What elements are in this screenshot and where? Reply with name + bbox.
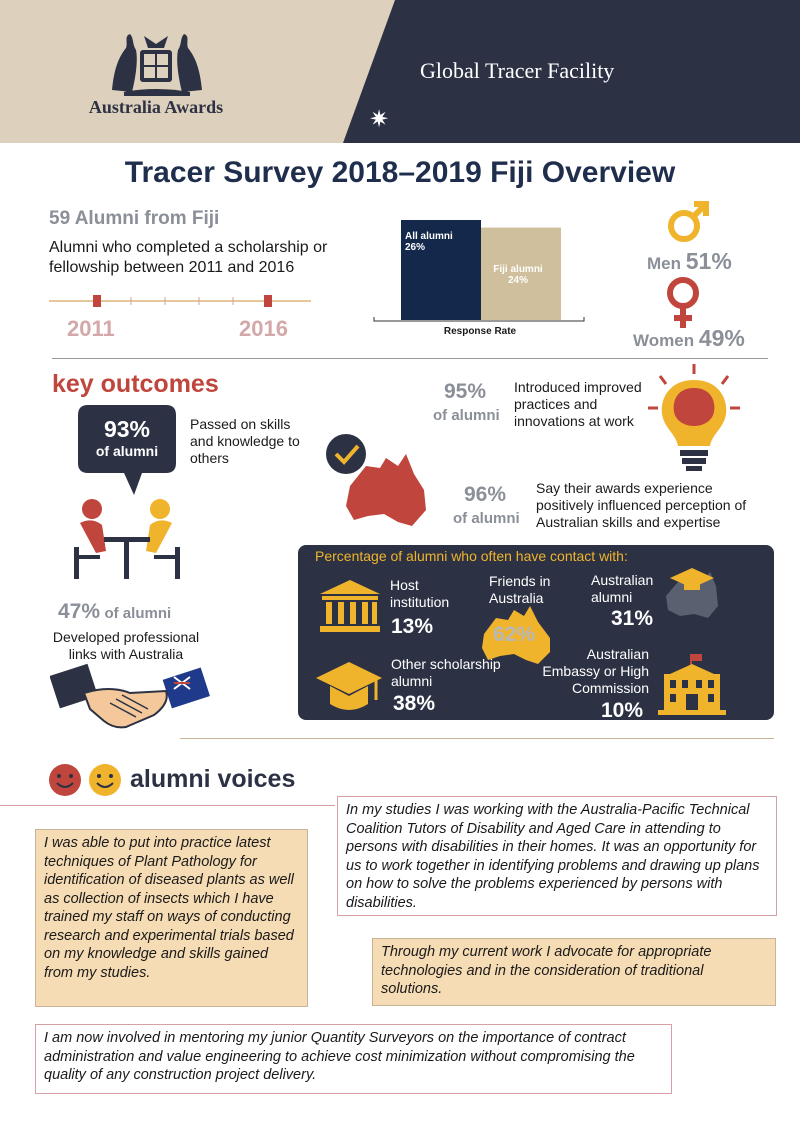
key-outcomes-title: key outcomes [52, 370, 219, 398]
bar-fiji-alumni-label: Fiji alumni 24% [493, 264, 543, 286]
australian-alumni-label: Australian alumni [591, 572, 654, 605]
host-institution-pct: 13% [391, 615, 434, 638]
alumni-quote-disability-care: In my studies I was working with the Australia-Pacific Technical Coalition Tutors of Disability and Aged Care in attending to persons with disabilities in their homes. It was an opportunity for us to work together in identifying problems and drawing up plans on how to solve the problems experienced by persons with disabilities. [337, 796, 777, 916]
perception-text: Say their awards experience positively influenced perception of Australian skills and expertise [536, 480, 747, 530]
skills-text: Passed on skills and knowledge to others [190, 416, 300, 466]
page-title: Tracer Survey 2018–2019 Fiji Overview [124, 156, 676, 189]
smiley-faces-icon [48, 762, 124, 798]
host-institution-label: Host institution [390, 577, 450, 610]
other-scholarship-label: Other scholarship alumni [391, 656, 501, 689]
australia-awards-brand: Australia Awards [88, 97, 224, 117]
coat-of-arms-logo [104, 30, 208, 98]
friends-pct: 62% [493, 623, 536, 646]
graduation-cap-icon [314, 660, 384, 714]
perception-pct: 96% [464, 483, 507, 506]
response-rate-label: Response Rate [443, 326, 517, 337]
timeline [49, 292, 311, 310]
embassy-pct: 10% [601, 699, 644, 722]
female-symbol-icon [663, 276, 703, 330]
practices-of-alumni: of alumni [433, 407, 500, 424]
practices-pct: 95% [444, 380, 487, 403]
divider [52, 358, 768, 359]
practices-text: Introduced improved practices and innovations at work [514, 379, 642, 429]
divider [0, 805, 335, 806]
alumni-quote-plant-pathology: I was able to put into practice latest techniques of Plant Pathology for identification of diseased plants as well as collection of insects which I have trained my staff on ways of conducting research and experimental trials based on my knowledge and skills gained from my studies. [35, 829, 308, 1007]
skills-stat: 93% of alumni [95, 416, 159, 459]
alumni-count: 59 Alumni from Fiji [49, 208, 220, 229]
graduation-map-icon [664, 566, 720, 622]
timeline-end-year: 2016 [239, 316, 288, 341]
australian-alumni-pct: 31% [611, 607, 654, 630]
star-icon: ✷ [369, 106, 390, 133]
embassy-label: Australian Embassy or High Commission [542, 646, 649, 696]
embassy-building-icon [656, 652, 728, 716]
contact-panel-header: Percentage of alumni who often have contact with: [315, 548, 628, 564]
men-stat: Men 51% [647, 248, 732, 274]
handshake-icon [50, 663, 210, 733]
perception-of-alumni: of alumni [453, 510, 520, 527]
australia-map-check-icon [320, 430, 440, 534]
institution-building-icon [318, 578, 382, 634]
links-stat: 47% of alumni [58, 600, 172, 623]
timeline-start-year: 2011 [67, 316, 115, 341]
bar-all-alumni-label: All alumni 26% [405, 231, 453, 253]
global-tracer-facility-label: Global Tracer Facility [420, 58, 615, 83]
friends-label: Friends in Australia [489, 573, 551, 606]
alumni-quote-quantity-surveyors: I am now involved in mentoring my junior Quantity Surveyors on the importance of contract administration and value engineering to achieve cost minimization without compromising the quality of any construction project delivery. [35, 1024, 672, 1094]
other-scholarship-pct: 38% [393, 692, 436, 715]
lightbulb-brain-icon [644, 362, 744, 474]
divider [180, 738, 774, 739]
women-stat: Women 49% [633, 325, 745, 351]
meeting-people-icon [72, 497, 182, 581]
alumni-voices-title: alumni voices [130, 765, 296, 793]
alumni-description: Alumni who completed a scholarship or fellowship between 2011 and 2016 [49, 239, 328, 276]
male-symbol-icon [664, 198, 712, 246]
links-text: Developed professional links with Australia [52, 629, 200, 662]
alumni-quote-technologies: Through my current work I advocate for appropriate technologies and in the consideration of traditional solutions. [372, 938, 776, 1006]
